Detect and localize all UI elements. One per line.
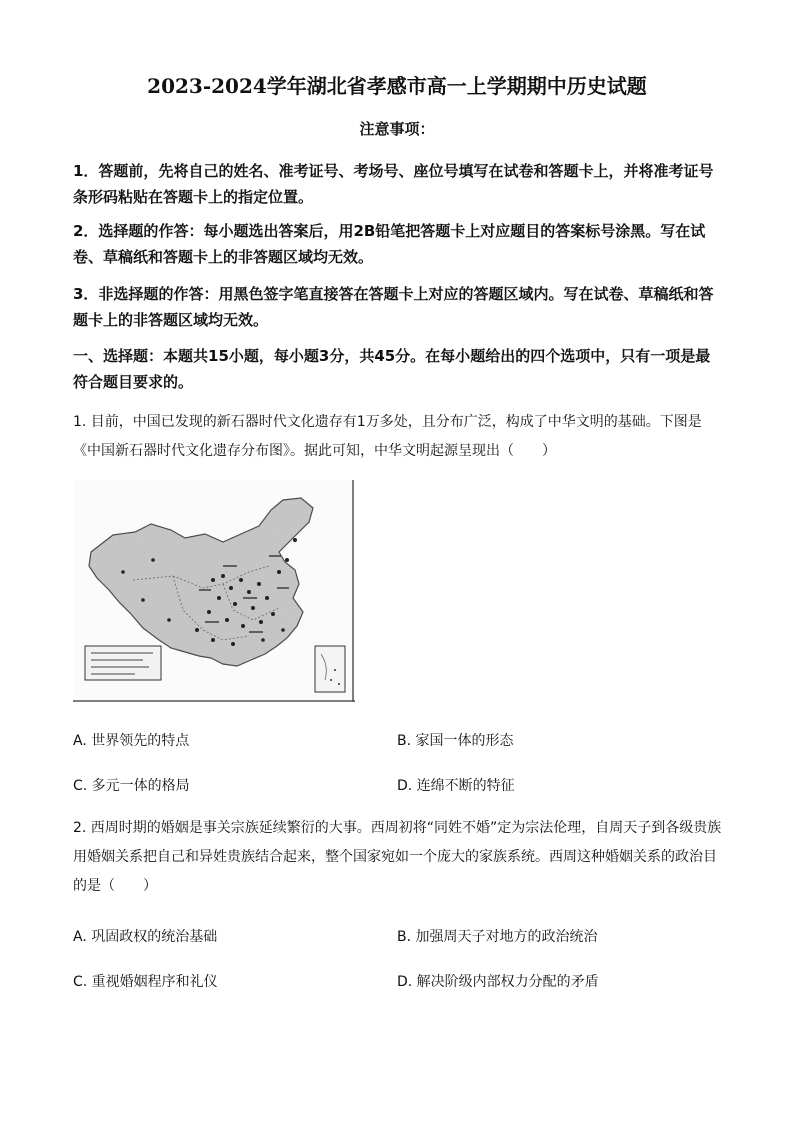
question-1-option-b: B. 家国一体的形态 <box>397 733 514 749</box>
question-1-option-a: A. 世界领先的特点 <box>73 733 190 749</box>
page-title: 2023-2024学年湖北省孝感市高一上学期期中历史试题 <box>147 74 647 98</box>
question-2-option-d: D. 解决阶级内部权力分配的矛盾 <box>397 974 599 990</box>
section-heading: 一、选择题：本题共15小题，每小题3分，共45分。在每小题给出的四个选项中，只有一项是最符合题目要求的。 <box>73 347 711 391</box>
question-1-option-d: D. 连绵不断的特征 <box>397 778 515 794</box>
notice-item-3: 3．非选择题的作答：用黑色签字笔直接答在答题卡上对应的答题区域内。写在试卷、草稿纸和答题卡上的非答题区域均无效。 <box>73 285 714 329</box>
map-figure <box>73 480 355 702</box>
notice-item-1: 1．答题前，先将自己的姓名、准考证号、考场号、座位号填写在试卷和答题卡上，并将准考证号条形码粘贴在答题卡上的指定位置。 <box>73 162 714 206</box>
question-2-stem: 2. 西周时期的婚姻是事关宗族延续繁衍的大事。西周初将“同姓不婚”定为宗法伦理，自周天子到各级贵族用婚姻关系把自己和异姓贵族结合起来，整个国家宛如一个庞大的家族系统。西周这种婚姻关系的政治目的是（ ） <box>73 820 722 894</box>
question-1-option-c: C. 多元一体的格局 <box>73 778 190 794</box>
question-2-option-b: B. 加强周天子对地方的政治统治 <box>397 929 598 945</box>
question-2-option-a: A. 巩固政权的统治基础 <box>73 929 218 945</box>
notice-heading: 注意事项： <box>359 120 435 138</box>
china-neolithic-map-image <box>73 480 355 702</box>
notice-item-2: 2．选择题的作答：每小题选出答案后，用2B铅笔把答题卡上对应题目的答案标号涂黑。写在试卷、草稿纸和答题卡上的非答题区域均无效。 <box>73 222 706 266</box>
question-2-option-c: C. 重视婚姻程序和礼仪 <box>73 974 218 990</box>
question-1-stem: 1. 目前，中国已发现的新石器时代文化遗存有1万多处，且分布广泛，构成了中华文明的基础。下图是《中国新石器时代文化遗存分布图》。据此可知，中华文明起源呈现出（ ） <box>73 414 702 459</box>
